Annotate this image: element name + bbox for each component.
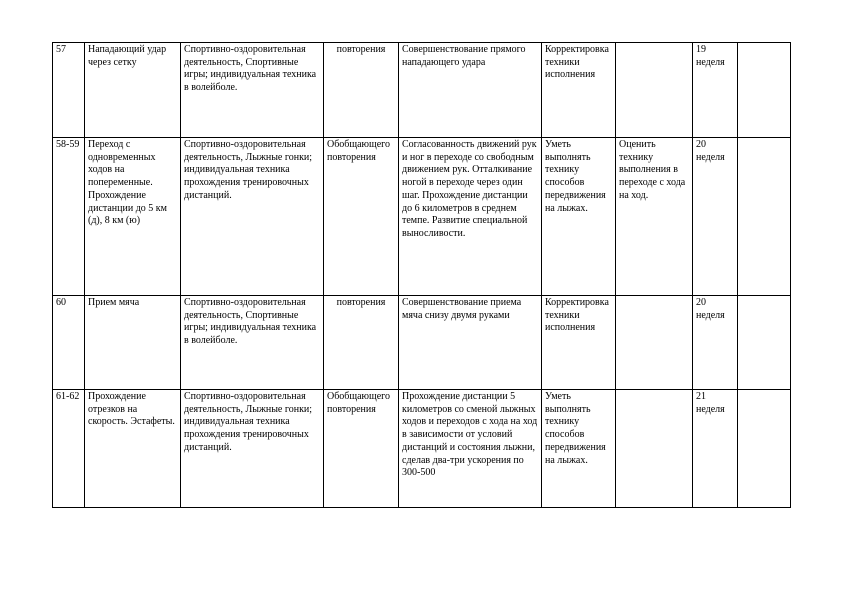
lesson-week: 20 неделя xyxy=(693,296,738,390)
lesson-requirements: Уметь выполнять технику способов передвижения на лыжах. xyxy=(542,138,616,296)
lesson-skills xyxy=(616,296,693,390)
lesson-extra xyxy=(738,390,791,508)
lesson-content: Спортивно-оздоровительная деятельность, Спортивные игры; индивидуальная техника в волейболе. xyxy=(181,296,324,390)
lesson-week: 21 неделя xyxy=(693,390,738,508)
lesson-extra xyxy=(738,296,791,390)
lesson-number: 61-62 xyxy=(53,390,85,508)
lesson-extra xyxy=(738,43,791,138)
lesson-content: Спортивно-оздоровительная деятельность, Лыжные гонки; индивидуальная техника прохождения тренировочных дистанций. xyxy=(181,138,324,296)
lesson-plan-table xyxy=(52,42,791,508)
lesson-topic: Прием мяча xyxy=(85,296,181,390)
lesson-number: 60 xyxy=(53,296,85,390)
table-row xyxy=(53,296,791,390)
lesson-week: 20 неделя xyxy=(693,138,738,296)
lesson-type: Обобщающего повторения xyxy=(324,390,399,508)
lesson-elements: Согласованность движений рук и ног в переходе со свободным движением рук. Отталкивание ногой в переходе через один шаг. Прохождение дистанции до 6 километров в среднем темпе. Развитие специальной выносливости. xyxy=(399,138,542,296)
lesson-topic: Нападающий удар через сетку xyxy=(85,43,181,138)
lesson-elements: Совершенствование приема мяча снизу двумя руками xyxy=(399,296,542,390)
lesson-elements: Прохождение дистанции 5 километров со сменой лыжных ходов и переходов с хода на ход в зависимости от условий дистанций и состояния лыжни, сделав два-три ускорения по 300-500 xyxy=(399,390,542,508)
table-row xyxy=(53,43,791,138)
lesson-topic: Переход с одновременных ходов на попеременные. Прохождение дистанции до 5 км (д), 8 км (ю) xyxy=(85,138,181,296)
table-row xyxy=(53,390,791,508)
lesson-type: Обобщающего повторения xyxy=(324,138,399,296)
table-row xyxy=(53,138,791,296)
lesson-skills xyxy=(616,390,693,508)
lesson-type: повторения xyxy=(324,43,399,138)
lesson-type: повторения xyxy=(324,296,399,390)
lesson-requirements: Уметь выполнять технику способов передвижения на лыжах. xyxy=(542,390,616,508)
lesson-requirements: Корректировка техники исполнения xyxy=(542,296,616,390)
lesson-content: Спортивно-оздоровительная деятельность, Спортивные игры; индивидуальная техника в волейболе. xyxy=(181,43,324,138)
lesson-extra xyxy=(738,138,791,296)
lesson-number: 57 xyxy=(53,43,85,138)
lesson-skills xyxy=(616,43,693,138)
lesson-skills: Оценить технику выполнения в переходе с хода на ход. xyxy=(616,138,693,296)
lesson-elements: Совершенствование прямого нападающего удара xyxy=(399,43,542,138)
lesson-topic: Прохождение отрезков на скорость. Эстафеты. xyxy=(85,390,181,508)
lesson-requirements: Корректировка техники исполнения xyxy=(542,43,616,138)
lesson-week: 19 неделя xyxy=(693,43,738,138)
lesson-number: 58-59 xyxy=(53,138,85,296)
lesson-content: Спортивно-оздоровительная деятельность, Лыжные гонки; индивидуальная техника прохождения тренировочных дистанций. xyxy=(181,390,324,508)
